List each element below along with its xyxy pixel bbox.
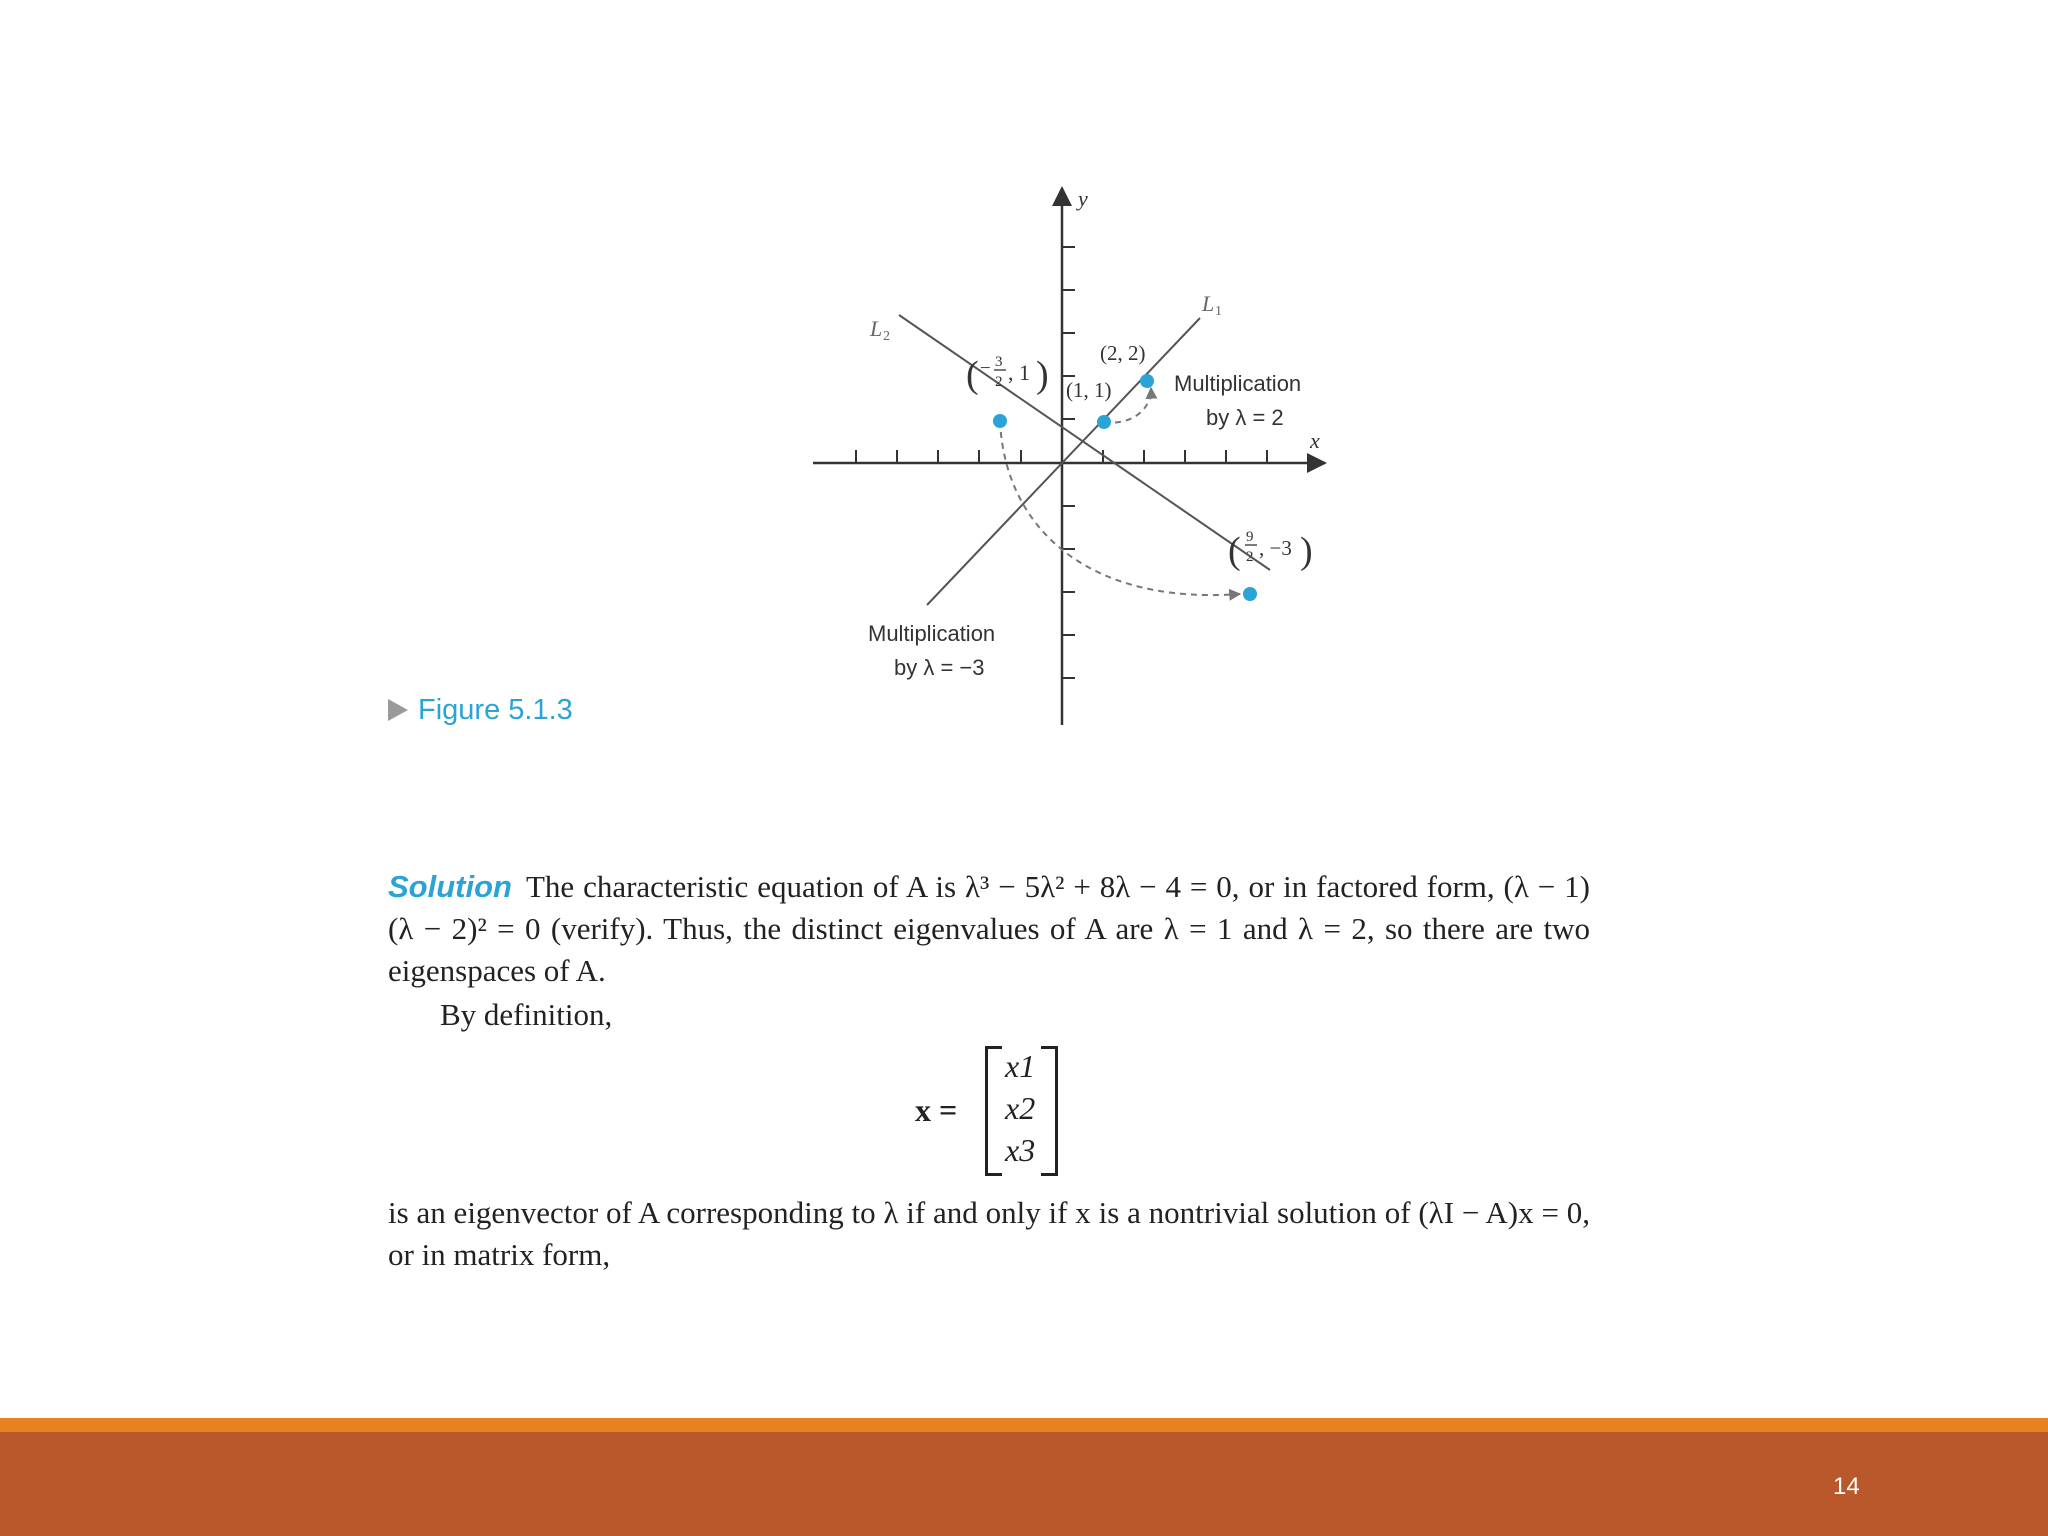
point-1-1 bbox=[1097, 415, 1111, 429]
mult-neg3-label bbox=[868, 621, 995, 680]
caption-triangle-icon bbox=[388, 699, 408, 721]
solution-text: The characteristic equation of A is λ³ − 5λ² + 8λ − 4 = 0, or in factored form, (λ − 1)(λ − 2)² = 0 (verify). Thus, the distinct eigenvalues of A are λ = 1 and λ = 2, so there are two eigenspaces of A. bbox=[388, 869, 1590, 988]
vector-lhs-text: x = bbox=[915, 1092, 958, 1128]
point-2-2-label: (2, 2) bbox=[1100, 341, 1146, 365]
point-1-1-label: (1, 1) bbox=[1066, 378, 1112, 402]
figure-caption bbox=[388, 694, 573, 727]
point-neg32-1 bbox=[993, 414, 1007, 428]
svg-text:2: 2 bbox=[995, 374, 1003, 390]
svg-text:Multiplication: Multiplication bbox=[868, 621, 996, 646]
vector-entry-1: x1 bbox=[1005, 1048, 1036, 1084]
arrow-mult-neg3 bbox=[1000, 421, 1240, 595]
svg-text:2: 2 bbox=[1246, 549, 1254, 565]
point-92-neg3 bbox=[1243, 587, 1257, 601]
svg-text:1: 1 bbox=[1215, 304, 1222, 319]
page-number: 14 bbox=[1833, 1473, 1860, 1500]
line1-label bbox=[1201, 291, 1222, 319]
solution-heading: Solution bbox=[388, 869, 512, 904]
svg-text:9: 9 bbox=[1246, 529, 1254, 545]
svg-text:(: ( bbox=[1228, 530, 1241, 572]
svg-text:2: 2 bbox=[883, 329, 890, 344]
svg-text:L: L bbox=[870, 316, 883, 341]
vector-entry-3: x3 bbox=[1005, 1132, 1036, 1168]
svg-text:, −3: , −3 bbox=[1259, 536, 1292, 560]
right-bracket bbox=[1041, 1046, 1058, 1176]
svg-text:−: − bbox=[980, 358, 991, 379]
footer-bar bbox=[0, 1432, 2048, 1536]
footer-accent-line bbox=[0, 1418, 2048, 1432]
line2-label bbox=[869, 316, 890, 344]
figure-caption-text: Figure 5.1.3 bbox=[418, 694, 573, 726]
by-definition-text: By definition, bbox=[440, 997, 613, 1032]
svg-text:3: 3 bbox=[995, 354, 1003, 370]
vector-entry-2: x2 bbox=[1005, 1090, 1036, 1126]
svg-text:): ) bbox=[1036, 354, 1049, 396]
line-L2 bbox=[899, 315, 1270, 570]
mult-2-label bbox=[1174, 371, 1301, 430]
svg-text:by λ = 2: by λ = 2 bbox=[1206, 405, 1284, 430]
x-axis-label: x bbox=[1310, 428, 1320, 453]
svg-text:Multiplication: Multiplication bbox=[1174, 371, 1302, 396]
svg-text:by λ = −3: by λ = −3 bbox=[894, 655, 985, 680]
eigenvector-diagram bbox=[800, 180, 1360, 740]
left-bracket bbox=[985, 1046, 1002, 1176]
diagram-svg bbox=[800, 180, 1360, 740]
svg-text:L: L bbox=[1202, 291, 1215, 316]
vector-lhs bbox=[915, 1092, 957, 1129]
point-2-2 bbox=[1140, 374, 1154, 388]
svg-text:, 1: , 1 bbox=[1008, 360, 1030, 385]
y-axis-label: y bbox=[1078, 186, 1088, 211]
svg-text:): ) bbox=[1300, 530, 1313, 572]
eigenvector-paragraph: is an eigenvector of A corresponding to λ if and only if x is a nontrivial solution of (λI − A)x = 0, or in matrix form, bbox=[388, 1195, 1590, 1272]
solution-paragraph bbox=[388, 866, 1590, 992]
svg-text:(: ( bbox=[966, 354, 979, 396]
